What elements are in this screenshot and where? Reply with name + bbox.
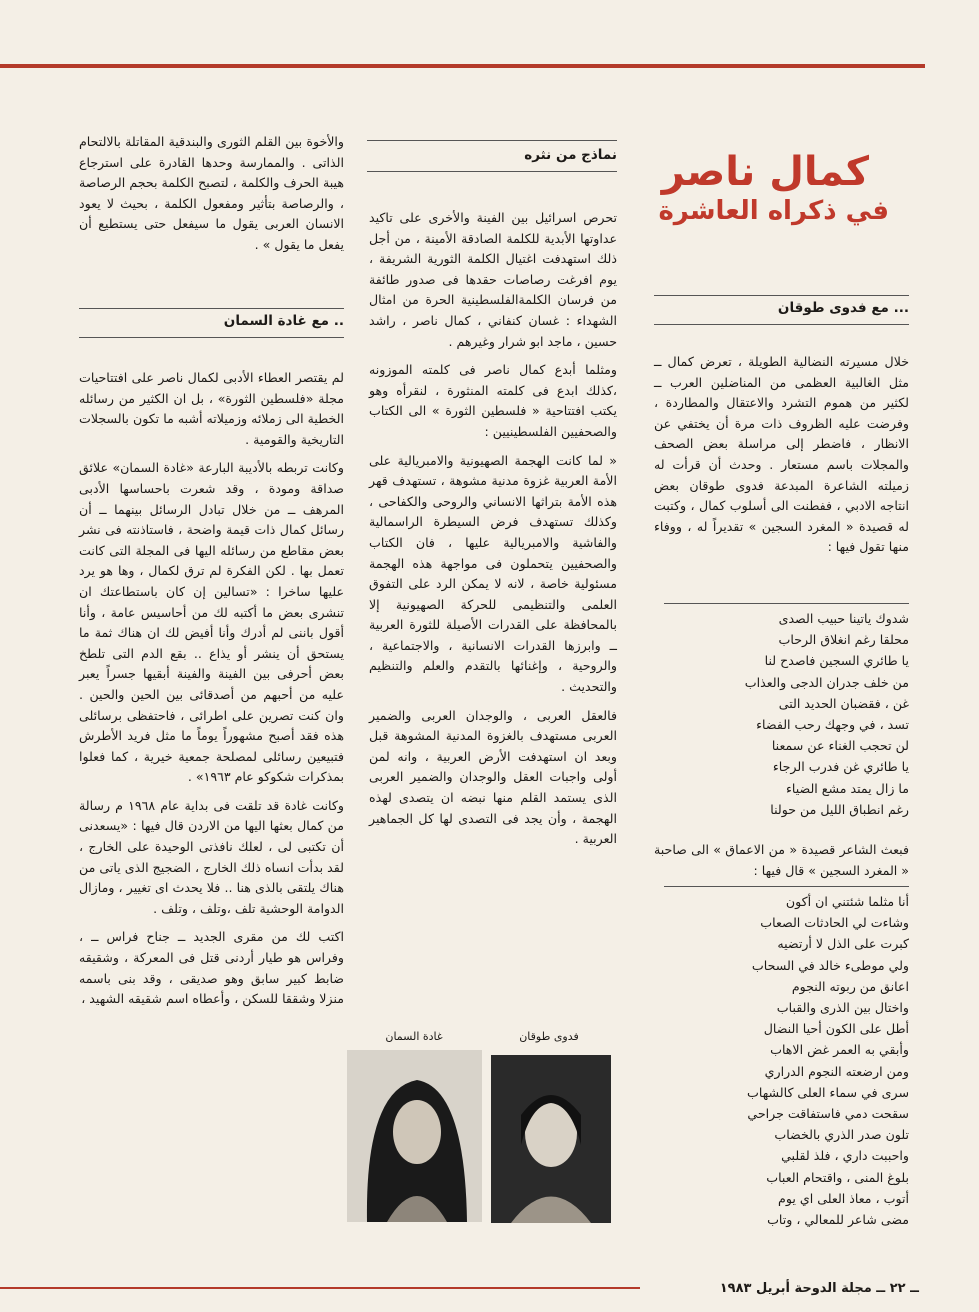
poem-line: اعانق من ربوته النجوم [791,978,909,994]
paragraph: فبعث الشاعر قصيدة « من الاعماق » الى صاحبة « المغرد السجين » قال فيها : [654,842,909,878]
poem-line: وشاءت لي الحادثات الصعاب [760,915,909,931]
section-heading-prose [367,140,617,172]
paragraph: وكانت غادة قد تلقت فى بداية عام ١٩٦٨ م رسالة من كمال بعثها اليها من الاردن قال فيها : «يسعدنى أن تكتبى لى ، لعلك نافذتى الوحيدة على الخارج ، لقد بدأت انساه ذلك الخارج ، الضجيج الذى ياتى من هناك يلتقى بالذى هنا .. فلا يحدث اى تغيير ، ومازال الدوامة الوحشية تلف ،وتلف ، وتلف . [79,797,344,916]
poem-line: من خلف جدران الدجى والعذاب [744,674,909,690]
photo-fadwa-touqan [491,1055,611,1223]
photo-ghada-samman [347,1050,482,1222]
column-left-top [79,132,344,264]
column-middle [369,208,617,858]
top-rule [0,64,925,68]
poem-line: تسد ، في وجهك رحب الفضاء [756,717,909,733]
poem-line: كبرت على الذل لا أرتضيه [777,936,909,952]
poem-line: ولي موطىء خالد في السحاب [751,957,909,973]
poem-line: رغم انطباق الليل من حولنا [770,801,909,817]
poem-line: وأبقي به العمر غض الاهاب [770,1042,909,1058]
poem-min-alamaq [664,886,909,1230]
poem-line: بلوغ المنى ، واقتحام العباب [766,1169,909,1185]
paragraph: اكتب لك من مقرى الجديد ــ جناح فراس ــ ، وفراس هو طيار أردنى قتل فى المعركة ، وشقيقه ضابط كبير سابق وهو صديقى ، وقد بنى باسمه منزلا وشققا للسكن ، وأعطاه اسم شقيقه الشهيد ، [79,929,344,1007]
portrait-illustration [491,1055,611,1223]
poem-line: واحببت داري ، فلذ لقلبي [781,1148,909,1164]
poem-line: غن ، فقضبان الحديد التى [778,695,909,711]
paragraph: والأخوة بين القلم الثورى والبندقية المقاتلة بالالتحام الذاتى . والممارسة وحدها القادرة على استرجاع هيبة الحرف والكلمة ، لتصبح الكلمة بحجم الرصاصة ، والرصاصة بتأثير ومفعول الكلمة ، بحيث لا يعود الانسان العربى يقول ما سيفعل حتى يستطيع أن يفعل ما يقول » . [79,134,344,252]
poem-line: أنا مثلما شئتني ان أكون [785,894,909,909]
caption-fadwa: فدوى طوقان [519,1030,579,1043]
poem-line: محلقا رغم انغلاق الرحاب [778,632,909,648]
masthead-subtitle: في ذكراه العاشرة [658,196,889,226]
bottom-rule [0,1287,640,1289]
paragraph: تحرص اسرائيل بين الفينة والأخرى على تاكيد عداوتها الأبدية للكلمة الصادقة الأمينة ، من أجل ذلك استهدفت اغتيال الكلمة الثورية الشريفة ، يوم افرغت رصاصات حقدها فى صدور طائفة من فرسان الكلمةالفلسطينية الحرة من امثال الشهداء : غسان كنفاني ، كمال ناصر ، راشد حسين ، ماجد ابو شرار وغيرهم . [369,210,617,349]
poem-line: أتوب ، معاذ العلى اي يوم [778,1190,909,1206]
poem-mughrid-sajin [664,603,909,820]
column-left [79,368,344,1018]
paragraph: وكانت تربطه بالأديبة البارعة «غادة السمان» علائق صداقة ومودة ، وقد شعرت باحساسها الأدبى المرهف ــ من خلال تبادل الرسائل بينهما ــ أن رسائل كمال ذات قيمة واضحة ، فاستاذنته فى نشر بعض مقاطع من رسائله اليها فى المجلة التى كانت تعمل بها . لكن الفكرة لم ترق لكمال ، وها هو يرد عليها ساخرا : «تسالين إن كان باستطاعتك ان تنشرى بعض ما أكتبه لك من أحاسيس عامة ، وأنا أقول باننى لم أدرك وأنا أفيض لك ان هناك ثمة ما يستحق أن ينشر أو يذاع .. بقع الدم التى تلطخ بعض أحرفى بين الفينة والفينة أبقيها جسراً يعبر عليه من أحبهم من أصدقائى بين الحين والحين . وان كنت تصرين على اطرائى ، فاحتفظى برسائلى هذه فقد أصبح مشهوراً يوماً ما مثل فريد الأطرش فتبيعين رسائلى لمصلحة جمعية خيرية ، كما فعلوا بمذكرات شكوكو عام ١٩٦٣» . [79,460,344,785]
page-footer: ــ ٢٢ ــ مجلة الدوحة أبريل ١٩٨٣ [719,1281,919,1296]
paragraph: لم يقتصر العطاء الأدبى لكمال ناصر على افتتاحيات مجلة «فلسطين الثورة» ، بل ان الكثير من رسائله الخطية الى زملائه وزميلاته أشبه ما تكون بالسجلات التاريخية والقومية . [79,370,344,447]
poem-line: تلون صدر الذري بالخضاب [774,1127,909,1143]
section-heading-fadwa [654,295,909,325]
masthead-title: كمال ناصر [661,149,869,195]
section-heading-ghada [79,308,344,338]
poem-line: ما زال يمتد مشع الضياء [785,780,909,796]
poem-line: ومن ارضعته النجوم الدراري [764,1063,909,1079]
section-heading-ghada-text: .. مع غادة السمان [223,313,344,329]
section-heading-fadwa-text: ... مع فدوى طوقان [777,300,909,316]
poem-line: مضى شاعر للمعالي ، وتاب [767,1212,909,1228]
section-heading-prose-text: نماذج من نثره [524,147,617,163]
portrait-illustration [347,1050,482,1222]
paragraph: خلال مسيرته النضالية الطويلة ، تعرض كمال ــ مثل الغالبية العظمى من المناضلين العرب ــ لكثير من هموم التشرد والاعتقال والمطاردة ، وفرضت عليه الظروف ذات مرة أن يختفي عن الانظار ، فاضطر إلى مراسلة بعض الصحف والمجلات باسم مستعار . وحدث أن قرأت له زميلته الشاعرة المبدعة فدوى طوقان بعض انتاجه الادبي ، ففطنت الى أسلوب كمال ، وكتبت له قصيدة « المغرد السجين » تقديراً له ، ووفاء منها تقول فيها : [654,354,909,555]
caption-ghada: غادة السمان [385,1030,443,1043]
poem-line: يا طائري السجين فاصدح لنا [764,653,909,669]
poem-line: سقحت دمي فاستفاقت جراحي [747,1106,909,1122]
poem-line: شدوك ياتينا حبيب الصدى [778,611,909,626]
column-right-mid [654,840,909,889]
paragraph: فالعقل العربى ، والوجدان العربى والضمير العربى مستهدف بالغزوة المدنية المشوهة قبل وبعد ان استهدفت الأرض العربية ، وانه لمن أولى واجبات العقل والوجدان والضمير العربى الذى يستمد القلم منها نبضه ان يتصدى لهذه الهجمة ، وأن يجد فى التصدى لها كل الجماهير العربية . [369,707,617,847]
paragraph: « لما كانت الهجمة الصهيونية والامبريالية على الأمة العربية غزوة مدنية مشوهة ، تستهدف قهر هذه الأمة بتراثها الانساني والروحى والكفاحى ، وكذلك تستهدف فرض السيطرة الراسمالية والفاشية والامبريالية عليها ، فان الكتاب والصحفيين يتحملون فى مواجهة هذه الهجمة مسئولية خاصة ، لانه لا يمكن الرد على التفوق العلمى والتنظيمى للحركة الصهيونية إلا بالمحافظة على القدرات الأصيلة للثورة العربية ــ وابرزها القدرات الانسانية ، والاجتماعية ، والروحية ، وإغنائها بالتقدم والعلم والتنظيم والتحديث . [369,452,617,695]
poem-line: سرى في سماء العلى كالشهاب [747,1084,909,1100]
column-right-intro [654,352,909,566]
paragraph: ومثلما أبدع كمال ناصر فى كلمته الموزونه ،كذلك ابدع فى كلمته المنثورة ، لنقرأه وهو يكتب افتتاحية « فلسطين الثورة » الى الكتاب والصحفيين الفلسطينيين : [369,362,617,439]
poem-line: يا طائري غن فدرب الرجاء [772,759,909,775]
poem-line: أطل على الكون أحيا النضال [763,1021,909,1037]
poem-line: واختال بين الذرى والقباب [776,1000,909,1016]
poem-line: لن تحجب الغناء عن سمعنا [771,738,909,754]
